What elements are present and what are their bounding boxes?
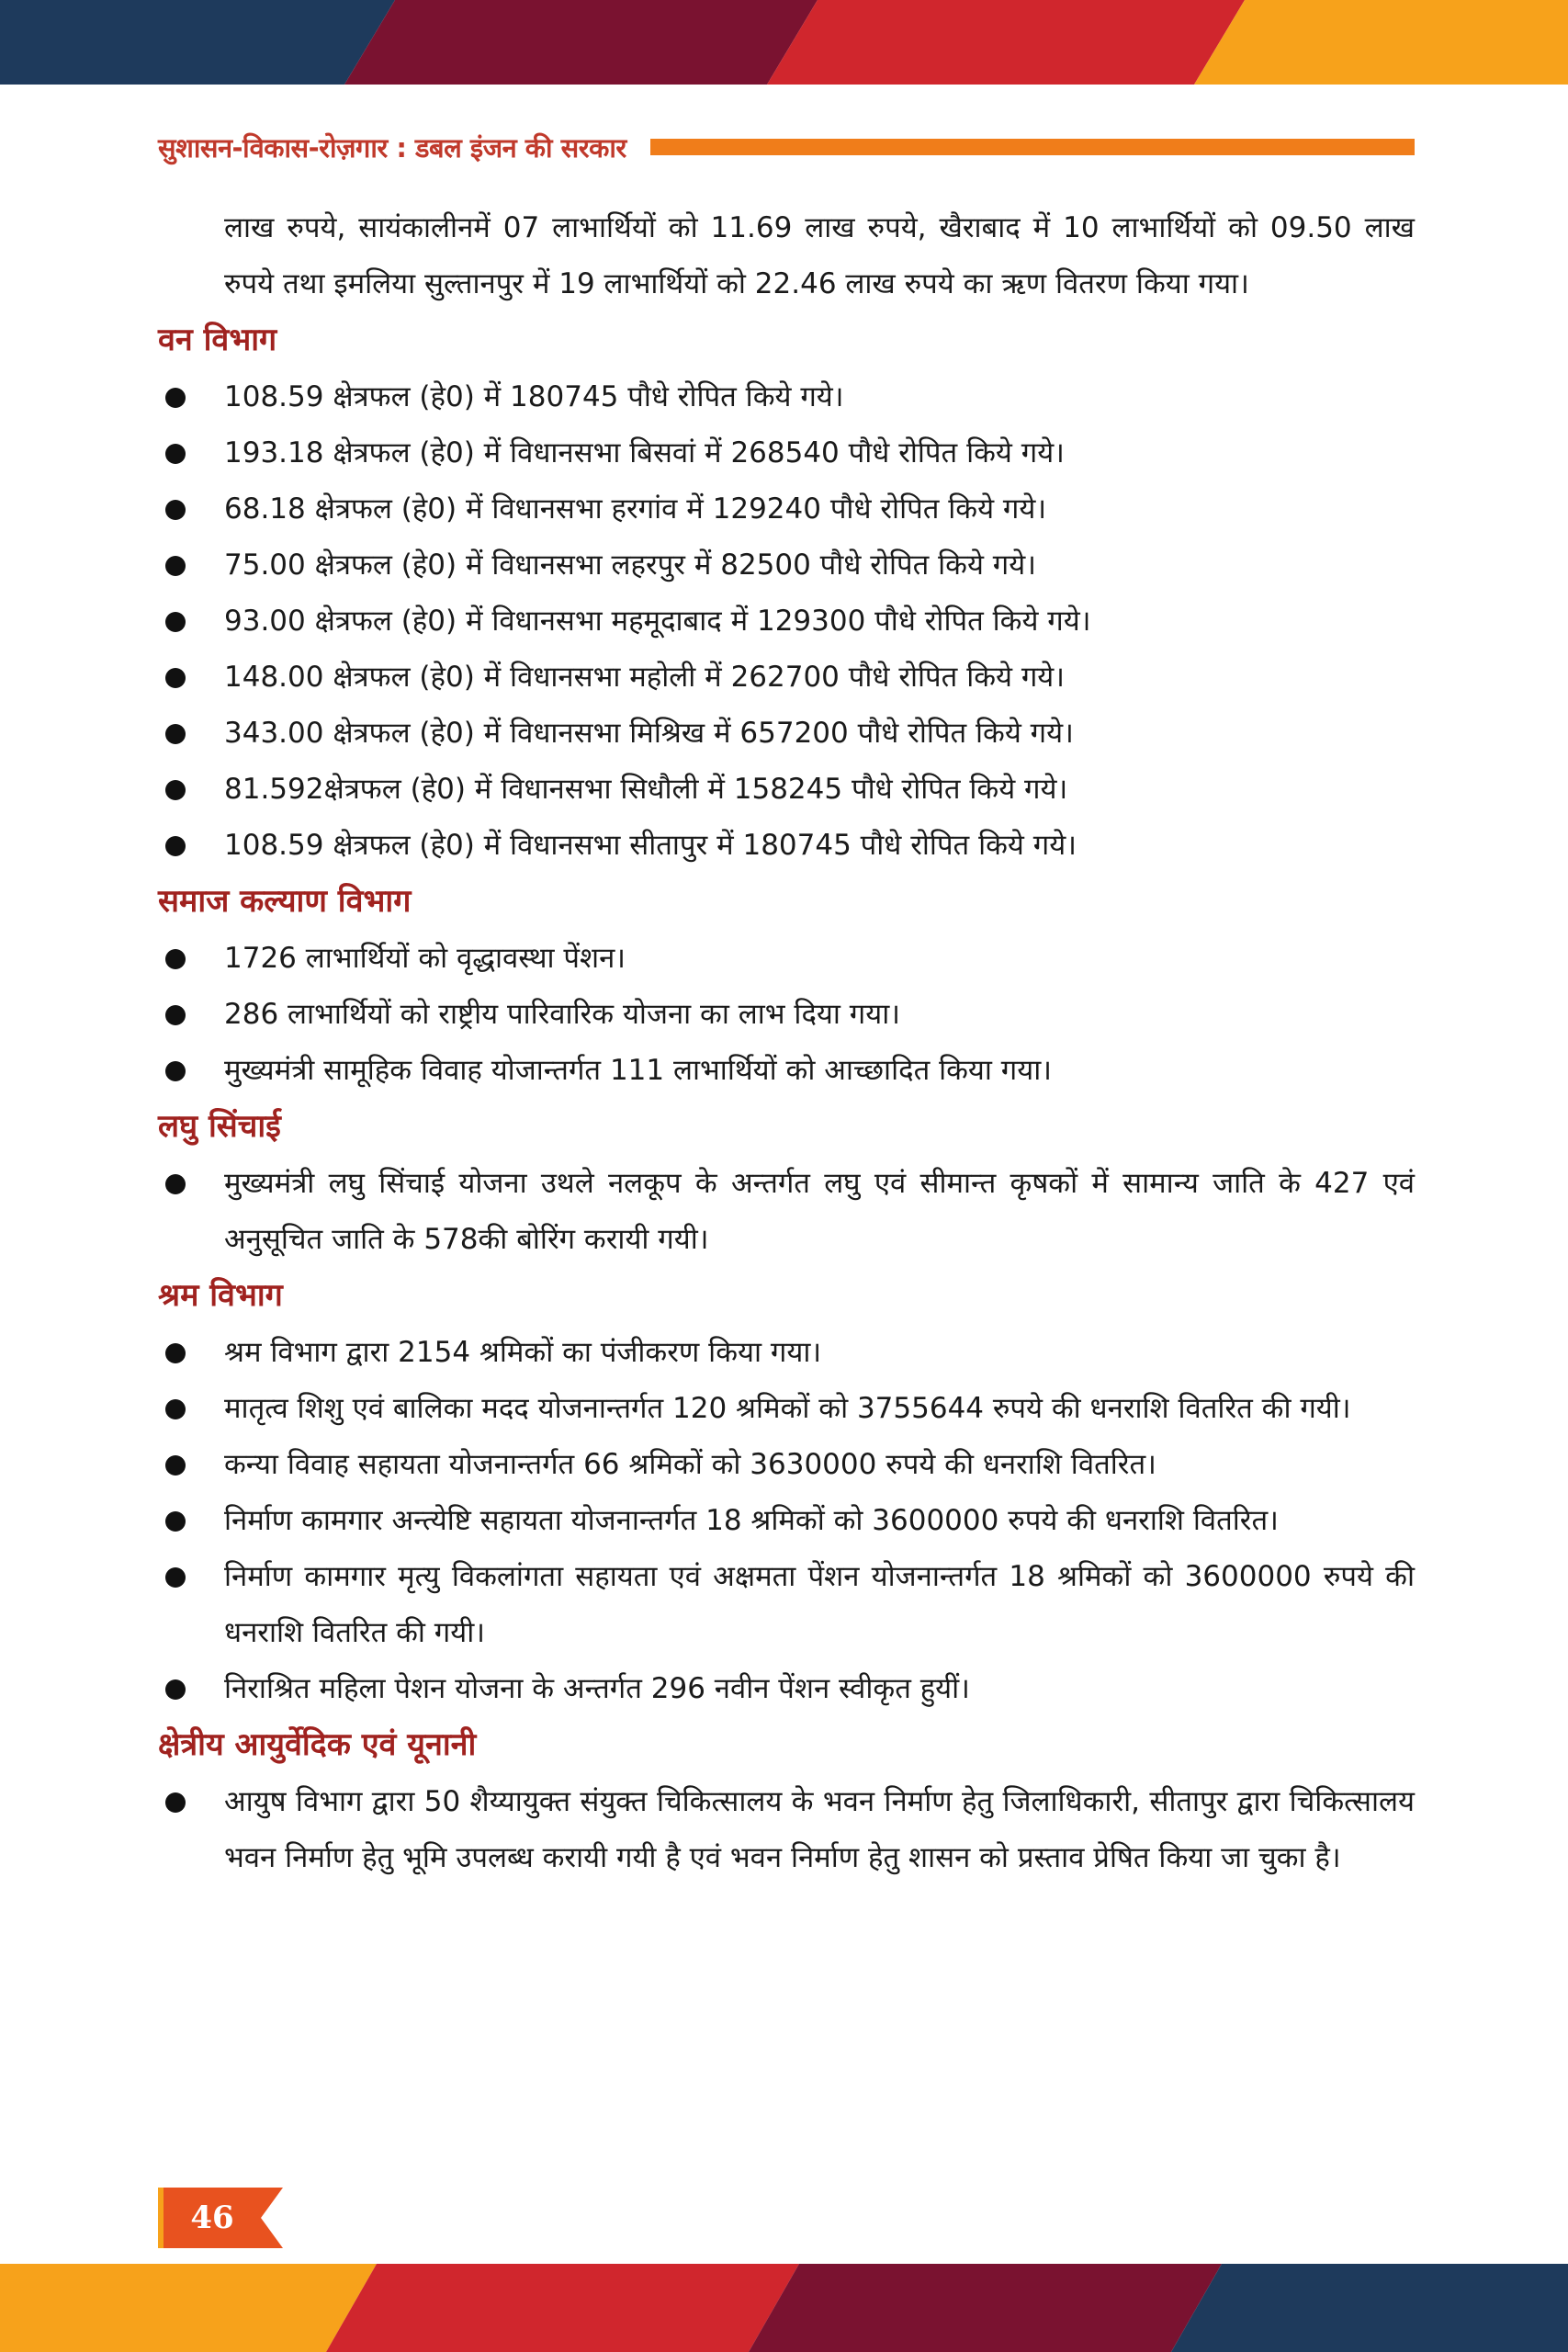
list-item-text: निराश्रित महिला पेशन योजना के अन्तर्गत 296 नवीन पेंशन स्वीकृत हुयीं। — [224, 1672, 970, 1705]
bullet-icon — [165, 500, 186, 520]
list-item — [158, 1325, 1415, 1381]
list-item-text: 1726 लाभार्थियों को वृद्धावस्था पेंशन। — [224, 942, 626, 975]
list-item — [158, 987, 1415, 1043]
section-heading: लघु सिंचाई — [158, 1108, 281, 1145]
bullet-icon — [165, 1679, 186, 1700]
bottom-band-graphic — [0, 2264, 1568, 2352]
section-heading: श्रम विभाग — [158, 1277, 283, 1314]
bullet-icon — [165, 1174, 186, 1194]
top-band-red — [767, 0, 1245, 85]
bottom-band-red — [326, 2264, 799, 2352]
top-band-orange — [1194, 0, 1568, 85]
list-item-text: मुख्यमंत्री सामूहिक विवाह योजान्तर्गत 111 लाभार्थियों को आच्छादित किया गया। — [224, 1054, 1052, 1087]
section-heading: वन विभाग — [158, 322, 277, 358]
section-heading: समाज कल्याण विभाग — [158, 883, 412, 920]
list-item-text: मुख्यमंत्री लघु सिंचाई योजना उथले नलकूप के अन्तर्गत लघु एवं सीमान्त कृषकों में सामान्य जाति के 427 एवं अनुसूचित जाति के 578की बोरिंग करायी गयी। — [224, 1167, 1415, 1256]
list-item-text: कन्या विवाह सहायता योजनान्तर्गत 66 श्रमिकों को 3630000 रुपये की धनराशि वितरित। — [224, 1448, 1156, 1481]
bullet-icon — [165, 556, 186, 576]
list-item — [158, 706, 1415, 762]
list-item — [158, 1156, 1415, 1268]
intro-paragraph: लाख रुपये, सायंकालीनमें 07 लाभार्थियों को 11.69 लाख रुपये, खैराबाद में 10 लाभार्थियों को 09.50 लाख रुपये तथा इमलिया सुल्तानपुर में 19 लाभार्थियों को 22.46 लाख रुपये का ऋण वितरण किया गया। — [224, 211, 1415, 300]
section-labour — [158, 1270, 1415, 1717]
bottom-band-navy — [1171, 2264, 1568, 2352]
page-content — [158, 200, 1415, 1886]
bullet-icon — [165, 1567, 186, 1588]
list-item — [158, 1493, 1415, 1549]
list-item-text: 148.00 क्षेत्रफल (हे0) में विधानसभा महोली में 262700 पौधे रोपित किये गये। — [224, 661, 1066, 694]
bullet-icon — [165, 836, 186, 856]
bullet-list — [158, 1774, 1415, 1886]
list-item-text: 108.59 क्षेत्रफल (हे0) में विधानसभा सीतापुर में 180745 पौधे रोपित किये गये। — [224, 829, 1077, 862]
bullet-icon — [165, 1511, 186, 1532]
top-band-maroon — [344, 0, 818, 85]
list-item — [158, 762, 1415, 818]
bullet-icon — [165, 780, 186, 800]
bullet-icon — [165, 949, 186, 969]
list-item — [158, 1774, 1415, 1886]
bullet-icon — [165, 1005, 186, 1025]
list-item-text: 108.59 क्षेत्रफल (हे0) में 180745 पौधे रोपित किये गये। — [224, 380, 844, 413]
list-item-text: 343.00 क्षेत्रफल (हे0) में विधानसभा मिश्रिख में 657200 पौधे रोपित किये गये। — [224, 717, 1074, 750]
section-heading: क्षेत्रीय आयुर्वेदिक एवं यूनानी — [158, 1726, 477, 1763]
top-band-graphic — [0, 0, 1568, 85]
list-item-text: 81.592क्षेत्रफल (हे0) में विधानसभा सिधौली में 158245 पौधे रोपित किये गये। — [224, 773, 1068, 806]
bullet-icon — [165, 668, 186, 688]
bullet-icon — [165, 612, 186, 632]
list-item-text: 68.18 क्षेत्रफल (हे0) में विधानसभा हरगांव में 129240 पौधे रोपित किये गये। — [224, 492, 1047, 526]
list-item-text: 286 लाभार्थियों को राष्ट्रीय पारिवारिक योजना का लाभ दिया गया। — [224, 998, 900, 1031]
list-item — [158, 1043, 1415, 1099]
running-header-rule — [650, 139, 1415, 155]
list-item — [158, 1381, 1415, 1437]
bullet-icon — [165, 388, 186, 408]
list-item — [158, 931, 1415, 987]
bullet-icon — [165, 1061, 186, 1081]
bullet-list — [158, 1325, 1415, 1717]
list-item-text: निर्माण कामगार मृत्यु विकलांगता सहायता एवं अक्षमता पेंशन योजनान्तर्गत 18 श्रमिकों को 3600000 रुपये की धनराशि वितरित की गयी। — [224, 1560, 1415, 1649]
running-header-title: सुशासन-विकास-रोज़गार : डबल इंजन की सरकार — [158, 131, 626, 164]
list-item — [158, 537, 1415, 594]
bottom-color-band — [0, 2264, 1568, 2352]
bullet-icon — [165, 1455, 186, 1476]
list-item-text: मातृत्व शिशु एवं बालिका मदद योजनान्तर्गत 120 श्रमिकों को 3755644 रुपये की धनराशि वितरित की गयी। — [224, 1392, 1351, 1425]
list-item — [158, 1549, 1415, 1661]
section-ayurvedic-unani — [158, 1719, 1415, 1886]
list-item — [158, 369, 1415, 425]
list-item-text: श्रम विभाग द्वारा 2154 श्रमिकों का पंजीकरण किया गया। — [224, 1336, 822, 1369]
list-item — [158, 481, 1415, 537]
list-item — [158, 818, 1415, 874]
bullet-icon — [165, 1343, 186, 1363]
bullet-list — [158, 1156, 1415, 1268]
list-item-text: 193.18 क्षेत्रफल (हे0) में विधानसभा बिसवां में 268540 पौधे रोपित किये गये। — [224, 436, 1065, 469]
list-item — [158, 425, 1415, 481]
bullet-icon — [165, 724, 186, 744]
top-band-navy — [0, 0, 395, 85]
bullet-icon — [165, 1399, 186, 1419]
section-social-welfare — [158, 876, 1415, 1099]
list-item — [158, 594, 1415, 650]
bottom-band-maroon — [749, 2264, 1222, 2352]
top-color-band — [0, 0, 1568, 85]
section-minor-irrigation — [158, 1101, 1415, 1268]
list-item — [158, 650, 1415, 706]
running-header — [158, 127, 1415, 167]
bullet-list — [158, 369, 1415, 874]
list-item-text: निर्माण कामगार अन्त्येष्टि सहायता योजनान्तर्गत 18 श्रमिकों को 3600000 रुपये की धनराशि वितरित। — [224, 1504, 1279, 1537]
list-item-text: आयुष विभाग द्वारा 50 शैय्यायुक्त संयुक्त चिकित्सालय के भवन निर्माण हेतु जिलाधिकारी, सीतापुर द्वारा चिकित्सालय भवन निर्माण हेतु भूमि उपलब्ध करायी गयी है एवं भवन निर्माण हेतु शासन को प्रस्ताव प्रेषित किया जा चुका है। — [224, 1785, 1415, 1874]
section-forest — [158, 314, 1415, 874]
list-item — [158, 1437, 1415, 1493]
bullet-icon — [165, 1792, 186, 1813]
bullet-icon — [165, 444, 186, 464]
list-item-text: 93.00 क्षेत्रफल (हे0) में विधानसभा महमूदाबाद में 129300 पौधे रोपित किये गये। — [224, 605, 1091, 638]
page-number: 46 — [190, 2199, 234, 2236]
bullet-list — [158, 931, 1415, 1099]
list-item — [158, 1661, 1415, 1717]
page-tab-edge — [158, 2188, 164, 2248]
bottom-band-orange — [0, 2264, 377, 2352]
list-item-text: 75.00 क्षेत्रफल (हे0) में विधानसभा लहरपुर में 82500 पौधे रोपित किये गये। — [224, 548, 1036, 582]
page-number-tab — [158, 2188, 283, 2248]
